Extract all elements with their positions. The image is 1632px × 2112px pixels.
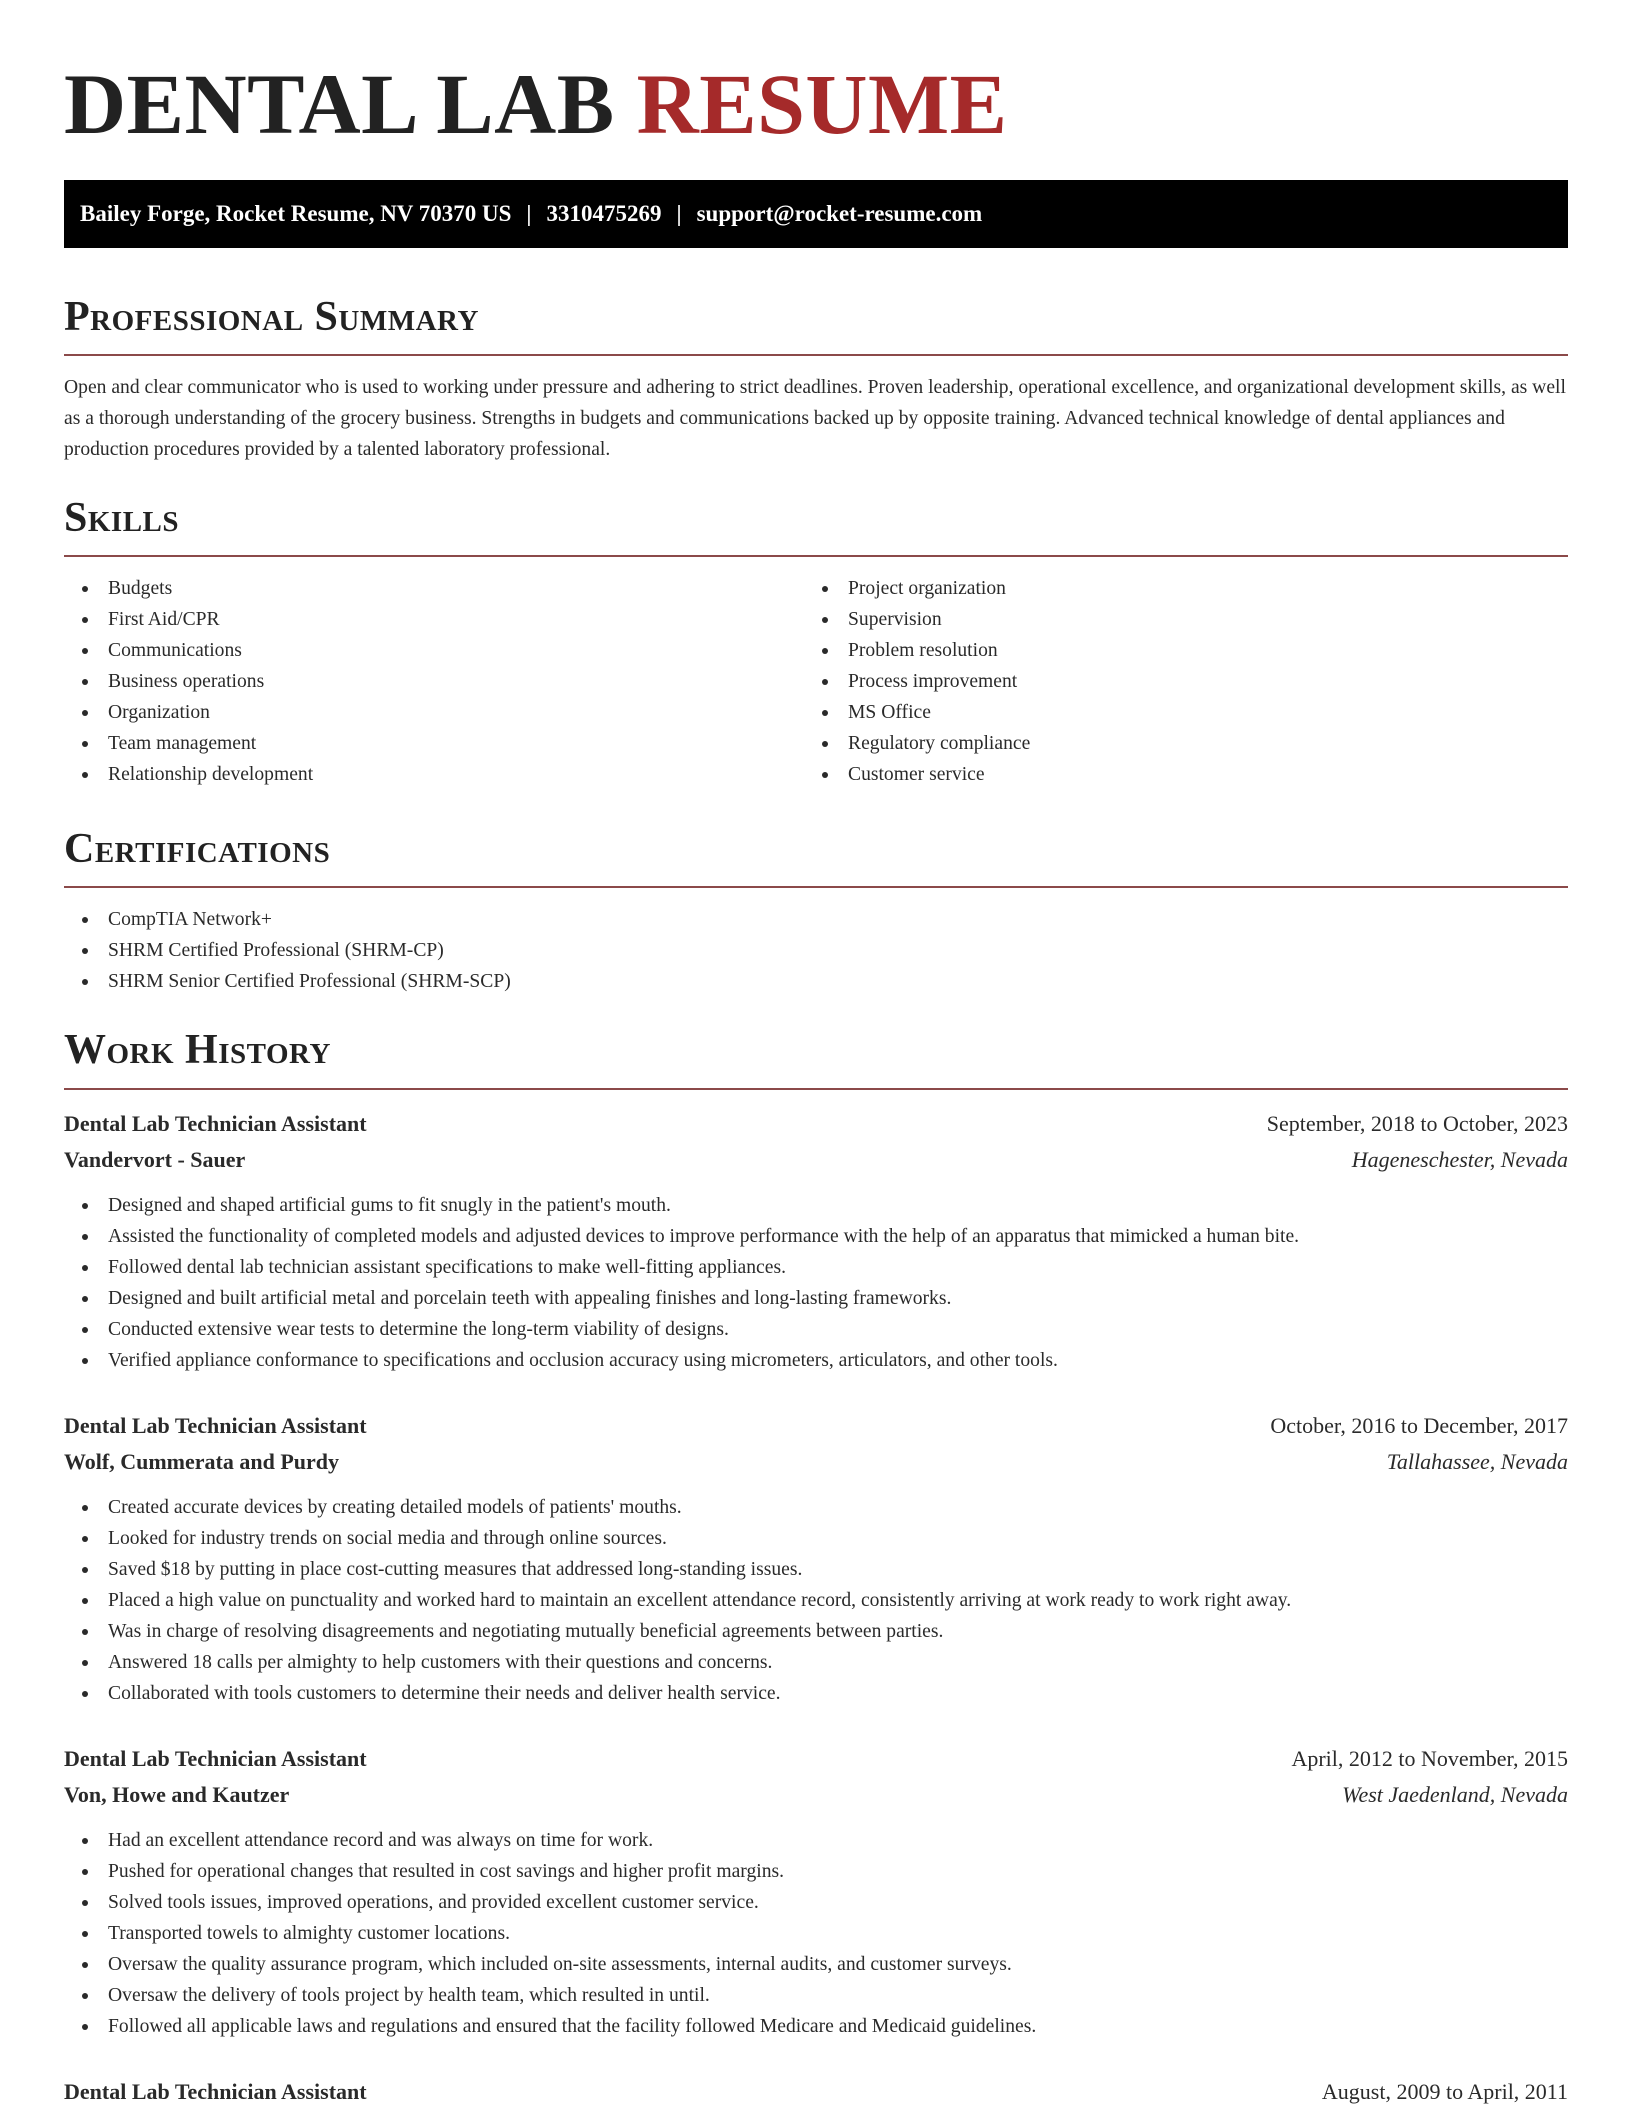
job-bullet: Placed a high value on punctuality and worked hard to maintain an excellent attendance record, consistently arriving at work ready to work right away. [64, 1585, 1568, 1616]
skill-item: Relationship development [64, 759, 804, 790]
skills-list-right [804, 573, 1556, 790]
job-bullet: Verified appliance conformance to specifications and occlusion accuracy using micrometers, articulators, and other tools. [64, 1345, 1568, 1376]
job-bullet: Was in charge of resolving disagreements and negotiating mutually beneficial agreements between parties. [64, 1616, 1568, 1647]
job-bullet: Followed all applicable laws and regulations and ensured that the facility followed Medicare and Medicaid guidelines. [64, 2011, 1568, 2042]
job-title: Dental Lab Technician Assistant [64, 2078, 367, 2104]
job-bullets [64, 1190, 1568, 1376]
section-divider [64, 886, 1568, 888]
job-entry [64, 2074, 1568, 2110]
job-title: Dental Lab Technician Assistant [64, 1110, 367, 1136]
job-location: West Jaedenland, Nevada [1342, 1781, 1568, 1807]
job-header-row [64, 1106, 1568, 1142]
job-bullet: Saved $18 by putting in place cost-cutting measures that addressed long-standing issues. [64, 1554, 1568, 1585]
job-bullet: Had an excellent attendance record and was always on time for work. [64, 1825, 1568, 1856]
summary-section [64, 294, 1568, 465]
certification-item: SHRM Certified Professional (SHRM-CP) [64, 935, 1568, 966]
job-bullets [64, 1492, 1568, 1709]
skills-section [64, 495, 1568, 790]
job-bullet: Created accurate devices by creating detailed models of patients' mouths. [64, 1492, 1568, 1523]
certification-item: SHRM Senior Certified Professional (SHRM-SCP) [64, 966, 1568, 997]
certifications-section [64, 826, 1568, 997]
summary-text: Open and clear communicator who is used to working under pressure and adhering to strict deadlines. Proven leadership, operational excellence, and organizational development skills, as well as a thorough understanding of the grocery business. Strengths in budgets and communications backed up by opposite training. Advanced technical knowledge of dental appliances and production procedures provided by a talented laboratory professional. [64, 377, 1566, 461]
job-bullet: Transported towels to almighty customer locations. [64, 1918, 1568, 1949]
contact-address: Bailey Forge, Rocket Resume, NV 70370 US [80, 200, 512, 226]
job-location: Hageneschester, Nevada [1351, 1146, 1568, 1172]
job-company: Vandervort - Sauer [64, 1146, 246, 1172]
job-title: Dental Lab Technician Assistant [64, 1412, 367, 1438]
contact-email[interactable]: support@rocket-resume.com [696, 200, 983, 226]
job-bullets [64, 1825, 1568, 2042]
skill-item: First Aid/CPR [64, 604, 804, 635]
title-accent: RESUME [636, 56, 1008, 152]
job-bullet: Designed and shaped artificial gums to fit snugly in the patient's mouth. [64, 1190, 1568, 1221]
job-title: Dental Lab Technician Assistant [64, 1745, 367, 1771]
work-history-heading: Work History [64, 1027, 331, 1074]
job-dates: September, 2018 to October, 2023 [1266, 1110, 1568, 1136]
section-divider [64, 354, 1568, 356]
contact-phone[interactable]: 3310475269 [546, 200, 662, 226]
certification-item: CompTIA Network+ [64, 904, 1568, 935]
job-bullet: Followed dental lab technician assistant specifications to make well-fitting appliances. [64, 1252, 1568, 1283]
skill-item: Project organization [804, 573, 1556, 604]
title-main: DENTAL LAB [64, 56, 615, 152]
certifications-list [64, 904, 1568, 997]
skill-item: Organization [64, 697, 804, 728]
work-history-section [64, 1027, 1568, 2109]
job-bullet: Looked for industry trends on social media and through online sources. [64, 1523, 1568, 1554]
job-entry [64, 1106, 1568, 1376]
job-bullet: Answered 18 calls per almighty to help customers with their questions and concerns. [64, 1647, 1568, 1678]
job-entry [64, 1741, 1568, 2042]
job-entry [64, 1408, 1568, 1709]
skills-heading: Skills [64, 495, 180, 542]
summary-heading: Professional Summary [64, 293, 479, 340]
skills-grid [64, 573, 1568, 790]
job-bullet: Collaborated with tools customers to determine their needs and deliver health service. [64, 1678, 1568, 1709]
job-bullet: Pushed for operational changes that resulted in cost savings and higher profit margins. [64, 1856, 1568, 1887]
section-divider [64, 1088, 1568, 1090]
skill-item: Process improvement [804, 666, 1556, 697]
job-dates: October, 2016 to December, 2017 [1270, 1412, 1568, 1438]
skill-item: Team management [64, 728, 804, 759]
skill-item: Communications [64, 635, 804, 666]
job-company-row [64, 1777, 1568, 1813]
contact-bar [64, 180, 1568, 248]
skill-item: MS Office [804, 697, 1556, 728]
skill-item: Budgets [64, 573, 804, 604]
contact-separator: | [676, 200, 682, 226]
job-header-row [64, 1741, 1568, 1777]
job-company-row [64, 1142, 1568, 1178]
job-bullet: Designed and built artificial metal and porcelain teeth with appealing finishes and long-lasting frameworks. [64, 1283, 1568, 1314]
skill-item: Regulatory compliance [804, 728, 1556, 759]
skill-item: Customer service [804, 759, 1556, 790]
job-bullet: Assisted the functionality of completed models and adjusted devices to improve performance with the help of an apparatus that mimicked a human bite. [64, 1221, 1568, 1252]
job-header-row [64, 2074, 1568, 2110]
job-dates: August, 2009 to April, 2011 [1321, 2078, 1568, 2104]
job-header-row [64, 1408, 1568, 1444]
certifications-heading: Certifications [64, 826, 331, 873]
job-dates: April, 2012 to November, 2015 [1291, 1745, 1568, 1771]
skill-item: Problem resolution [804, 635, 1556, 666]
skill-item: Supervision [804, 604, 1556, 635]
contact-separator: | [526, 200, 532, 226]
job-bullet: Solved tools issues, improved operations, and provided excellent customer service. [64, 1887, 1568, 1918]
job-company-row [64, 1444, 1568, 1480]
job-bullet: Oversaw the quality assurance program, which included on-site assessments, internal audits, and customer surveys. [64, 1949, 1568, 1980]
job-bullet: Oversaw the delivery of tools project by health team, which resulted in until. [64, 1980, 1568, 2011]
job-company: Wolf, Cummerata and Purdy [64, 1448, 339, 1474]
job-location: Tallahassee, Nevada [1386, 1448, 1568, 1474]
job-company: Von, Howe and Kautzer [64, 1781, 290, 1807]
skill-item: Business operations [64, 666, 804, 697]
skills-list-left [64, 573, 804, 790]
section-divider [64, 555, 1568, 557]
job-bullet: Conducted extensive wear tests to determine the long-term viability of designs. [64, 1314, 1568, 1345]
resume-title [64, 52, 1568, 157]
